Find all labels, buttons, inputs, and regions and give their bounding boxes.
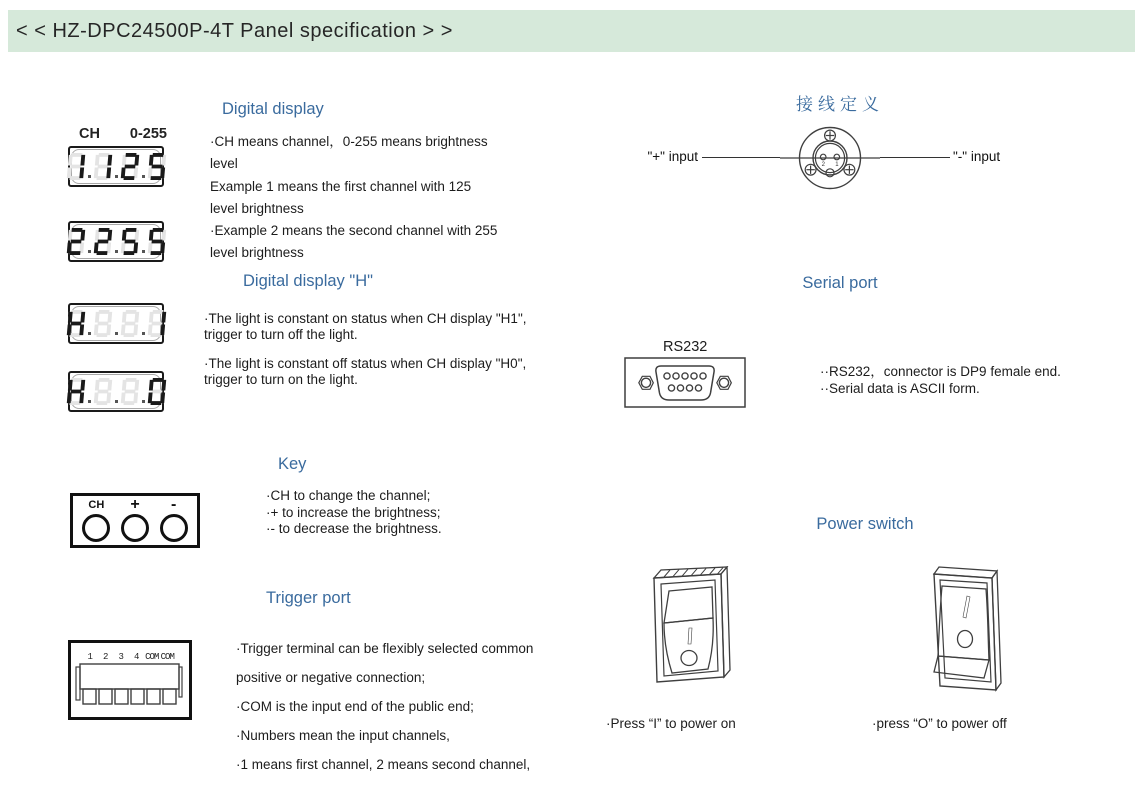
key-minus-button-icon (160, 514, 188, 542)
trigger-port-description: ·Trigger terminal can be flexibly selected common positive or negative connection; ·COM is the input end of the public end; ·Numbers mean the input channels, ·1 means first channel, 2 means second channel, (236, 641, 534, 772)
display-scale-label (68, 126, 172, 142)
power-connector-icon (780, 112, 880, 204)
seven-segment-display-h0 (68, 371, 164, 412)
terminal-label-3: 3 (118, 652, 123, 662)
key-panel (70, 493, 200, 548)
h1-description: ·The light is constant on status when CH display "H1", trigger to turn off the light. (204, 311, 527, 342)
power-on-caption: ·Press “I” to power on (606, 716, 736, 731)
rs232-label: RS232 (663, 339, 708, 355)
ch-label: CH (79, 126, 100, 142)
seven-segment-digits (67, 310, 166, 337)
terminal-labels (82, 652, 189, 662)
section-heading-serial-port: Serial port (802, 274, 878, 292)
display-bezel (71, 224, 161, 259)
terminal-label-4: 4 (134, 652, 139, 662)
db9-connector-icon (624, 357, 746, 408)
key-plus (121, 496, 149, 542)
section-heading-wiring: 接线定义 (796, 95, 884, 114)
plus-input-label: "+" input (647, 149, 698, 164)
header-bar (8, 10, 1135, 52)
display-bezel (71, 306, 161, 341)
seven-segment-digits (67, 153, 166, 180)
seven-segment-display-example2 (68, 221, 164, 262)
section-heading-digital-display: Digital display (222, 100, 324, 118)
power-off-caption: ·press “O” to power off (872, 716, 1007, 731)
terminal-block-icon (71, 662, 187, 710)
key-plus-label: + (130, 496, 140, 513)
terminal-label-com2: COM (160, 652, 174, 662)
terminal-label-1: 1 (87, 652, 92, 662)
terminal-label-com1: COM (145, 652, 159, 662)
serial-port-description: ··RS232，connector is DP9 female end. ··Serial data is ASCII form. (820, 364, 1061, 396)
section-heading-power-switch: Power switch (816, 515, 914, 533)
section-heading-trigger-port: Trigger port (266, 589, 351, 607)
seven-segment-display-h1 (68, 303, 164, 344)
minus-input-label: "-" input (953, 149, 1001, 164)
trigger-port-diagram (68, 640, 192, 720)
key-ch-button-icon (82, 514, 110, 542)
range-label: 0-255 (129, 126, 167, 142)
plus-input-wire (702, 157, 780, 158)
key-minus-label: - (170, 496, 177, 513)
section-heading-digital-display-h: Digital display "H" (243, 272, 374, 290)
terminal-label-2: 2 (103, 652, 108, 662)
minus-input-wire (880, 157, 950, 158)
key-plus-button-icon (121, 514, 149, 542)
digital-display-description: ·CH means channel，0-255 means brightness level Example 1 means the first channel with 125 level brightness ·Example 2 means the second channel with 255 level brightness (210, 134, 498, 261)
seven-segment-display-example1 (68, 146, 164, 187)
pin-2-label: 2 (821, 162, 825, 168)
section-heading-key: Key (278, 455, 307, 473)
pin-1-label: 1 (835, 162, 839, 168)
seven-segment-digits (67, 378, 166, 405)
h0-description: ·The light is constant off status when CH display "H0", trigger to turn on the light. (204, 356, 527, 387)
display-bezel (71, 374, 161, 409)
key-minus (160, 496, 188, 542)
key-description: ·CH to change the channel; ·+ to increase the brightness; ·- to decrease the brightness. (266, 488, 442, 536)
rocker-switch-off-icon (928, 564, 1010, 698)
key-ch (82, 500, 110, 542)
seven-segment-digits (67, 228, 166, 255)
rocker-switch-on-icon (648, 566, 733, 698)
page-title: < < HZ-DPC24500P-4T Panel specification > > (16, 19, 453, 42)
key-ch-label: CH (88, 498, 105, 511)
display-bezel (71, 149, 161, 184)
